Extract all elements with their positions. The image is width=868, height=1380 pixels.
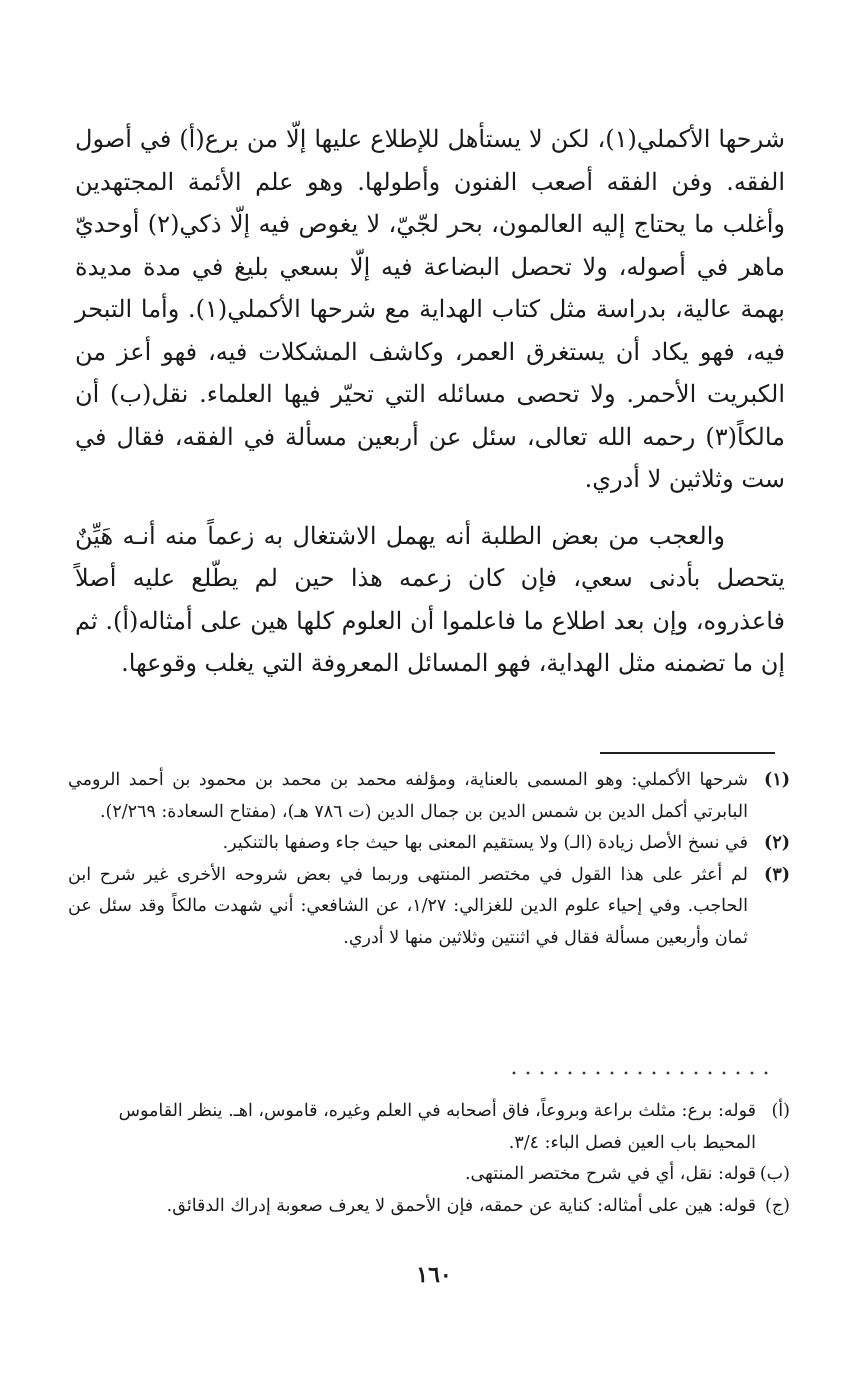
annotation-key: (ب) [759, 1164, 790, 1184]
annotation-text: قوله: هين على أمثاله: كناية عن حمقه، فإن الأحمق لا يعرف صعوبة إدراك الدقائق. [166, 1195, 756, 1216]
footnote-divider [600, 752, 775, 754]
main-text [75, 118, 785, 685]
annotation-key: (ج) [765, 1195, 790, 1216]
paragraph-1: شرحها الأكملي(١)، لكن لا يستأهل للإطلاع عليها إلّا من برع(أ) في أصول الفقه. وفن الفقه أصعب الفنون وأطولها. وهو علم الأئمة المجتهدين وأغلب ما يحتاج إليه العالمون، بحر لجّيّ، لا يغوص فيه إلّا ذكي(٢) أوحديّ ماهر في أصوله، ولا تحصل البضاعة فيه إلّا بسعي بليغ في مدة مديدة بهمة عالية، بدراسة مثل كتاب الهداية مع شرحها الأكملي(١). وأما التبحر فيه، فهو يكاد أن يستغرق العمر، وكاشف المشكلات فيه، فهو أعز من الكبريت الأحمر. ولا تحصى مسائله التي تحيّر فيها العلماء. نقل(ب) أن مالكاً(٣) رحمه الله تعالى، سئل عن أربعين مسألة في الفقه، فقال في ست وثلاثين لا أدري. [75, 125, 786, 493]
footnote-number: (٣) [764, 864, 790, 885]
annotation-alif [100, 1096, 790, 1159]
annotations [100, 1096, 790, 1222]
footnote-text: في نسخ الأصل زيادة (الـ) ولا يستقيم المعنى بها حيث جاء وصفها بالتنكير. [222, 833, 748, 853]
page-number: ١٦٠ [416, 1262, 452, 1288]
dotted-divider [505, 1070, 773, 1076]
paragraph-2: والعجب من بعض الطلبة أنه يهمل الاشتغال به زعماً منه أنـه هَيِّنٌ يتحصل بأدنى سعي، فإن كان زعمه هذا حين لم يطّلع عليه أصلاً فاعذروه، وإن بعد اطلاع ما فاعلموا أن العلوم كلها هين على أمثاله(أ). ثم إن ما تضمنه مثل الهداية، فهو المسائل المعروفة التي يغلب وقوعها. [75, 521, 785, 677]
footnote-text: شرحها الأكملي: وهو المسمى بالعناية، ومؤلفه محمد بن محمد بن محمود بن أحمد الرومي البابرتي أكمل الدين بن شمس الدين بن جمال الدين (ت ٧٨٦ هـ)، (مفتاح السعادة: ٢/٢٦٩). [68, 770, 748, 822]
annotation-key: (أ) [771, 1101, 790, 1121]
footnote-number: (٢) [764, 833, 790, 853]
annotation-text: قوله: نقل، أي في شرح مختصر المنتهى. [464, 1164, 756, 1184]
annotation-text: قوله: برع: مثلث براعة وبروعاً، فاق أصحابه في العلم وغيره، قاموس، اهـ. ينظر القاموس المحيط باب العين فصل الباء: ٣/٤. [118, 1101, 756, 1153]
annotation-jim [100, 1191, 790, 1223]
footnote-text: لم أعثر على هذا القول في مختصر المنتهى وربما في بعض شروحه الأخرى غير شرح ابن الحاجب. وفي إحياء علوم الدين للغزالي: ١/٢٧، عن الشافعي: أني شهدت مالكاً وقد سئل عن ثمان وأربعين مسألة فقال في اثنتين وثلاثين منها لا أدري. [68, 864, 748, 948]
footnote-2 [68, 828, 790, 860]
footnotes [68, 765, 790, 954]
footnote-1 [68, 765, 790, 828]
footnote-3 [68, 860, 790, 955]
footnote-number: (١) [764, 770, 790, 790]
annotation-ba [100, 1159, 790, 1191]
